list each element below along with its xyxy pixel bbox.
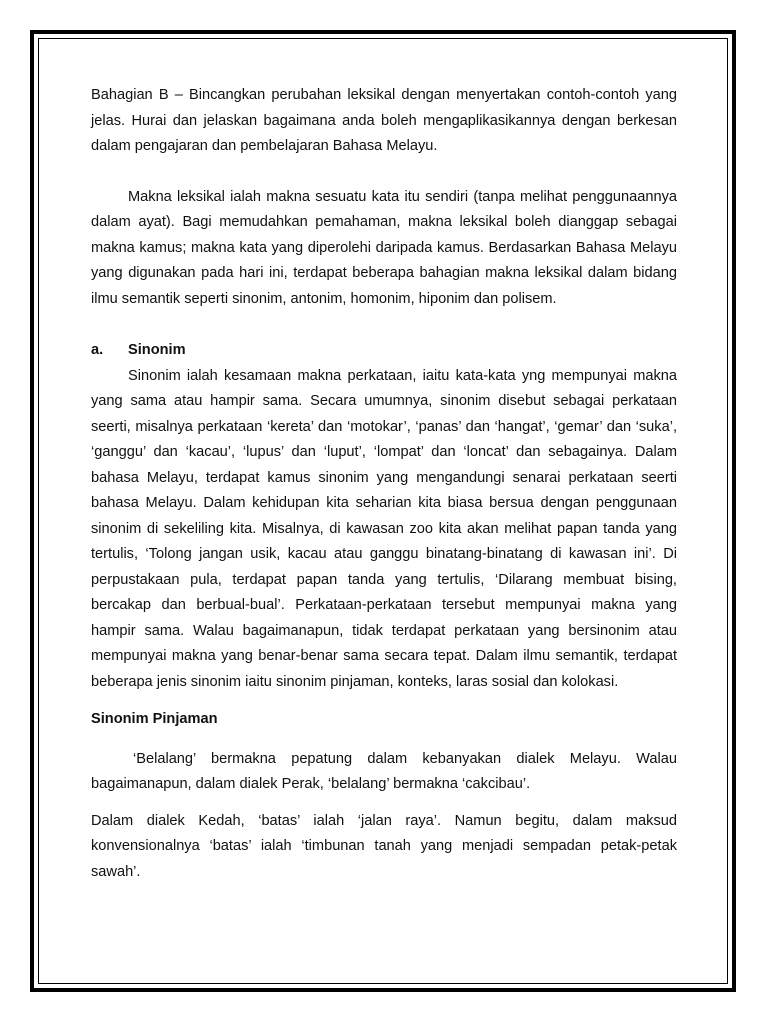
paragraph-belalang: ‘Belalang’ bermakna pepatung dalam kebanyakan dialek Melayu. Walau bagaimanapun, dalam dialek Perak, ‘belalang’ bermakna ‘cakcibau’. — [91, 750, 677, 792]
section-heading-sinonim — [91, 338, 677, 364]
section-title: Sinonim — [128, 342, 186, 358]
subheading-sinonim-pinjaman: Sinonim Pinjaman — [91, 711, 218, 727]
section-letter: a. — [91, 342, 104, 358]
intro-question: Bahagian B – Bincangkan perubahan leksikal dengan menyertakan contoh-contoh yang jelas. Hurai dan jelaskan bagaimana anda boleh mengaplikasikannya dengan berkesan dalam pengajaran dan pembelajaran Bahasa Melayu. — [91, 87, 677, 154]
paragraph-sinonim: Sinonim ialah kesamaan makna perkataan, iaitu kata-kata yng mempunyai makna yang sama atau hampir sama. Secara umumnya, sinonim disebut sebagai perkataan seerti, misalnya perkataan ‘kereta’ dan ‘motokar’, ‘panas’ dan ‘hangat’, ‘gemar’ dan ‘suka’, ‘ganggu’ dan ‘kacau’, ‘lupus’ dan ‘luput’, ‘lompat’ dan ‘loncat’ dan sebagainya. Dalam bahasa Melayu, terdapat kamus sinonim yang mengandungi senarai perkataan seerti bahasa Melayu. Dalam kehidupan kita seharian kita biasa bersua dengan penggunaan sinonim di sekeliling kita. Misalnya, di kawasan zoo kita akan melihat papan tanda yang tertulis, ‘Tolong jangan usik, kacau atau ganggu binatang-binatang di kawasan ini’. Di perpustakaan pula, terdapat papan tanda yang tertulis, ‘Dilarang membuat bising, bercakap dan berbual-bual’. Perkataan-perkataan tersebut mempunyai makna yang hampir sama. Walau bagaimanapun, tidak terdapat perkataan yang bersinonim atau mempunyai makna yang benar-benar sama secara tepat. Dalam ilmu semantik, terdapat beberapa jenis sinonim iaitu sinonim pinjaman, konteks, laras sosial dan kolokasi. — [91, 367, 677, 690]
paragraph-batas: Dalam dialek Kedah, ‘batas’ ialah ‘jalan raya’. Namun begitu, dalam maksud konvensionalnya ‘batas’ ialah ‘timbunan tanah yang menjadi sempadan petak-petak sawah’. — [91, 812, 677, 880]
paragraph-makna-leksikal: Makna leksikal ialah makna sesuatu kata itu sendiri (tanpa melihat penggunaannya dalam ayat). Bagi memudahkan pemahaman, makna leksikal boleh dianggap sebagai makna kamus; makna kata yang diperolehi daripada kamus. Berdasarkan Bahasa Melayu yang digunakan pada hari ini, terdapat beberapa bahagian makna leksikal dalam bidang ilmu semantik seperti sinonim, antonim, homonim, hiponim dan polisem. — [91, 188, 677, 307]
document-body — [91, 83, 677, 885]
